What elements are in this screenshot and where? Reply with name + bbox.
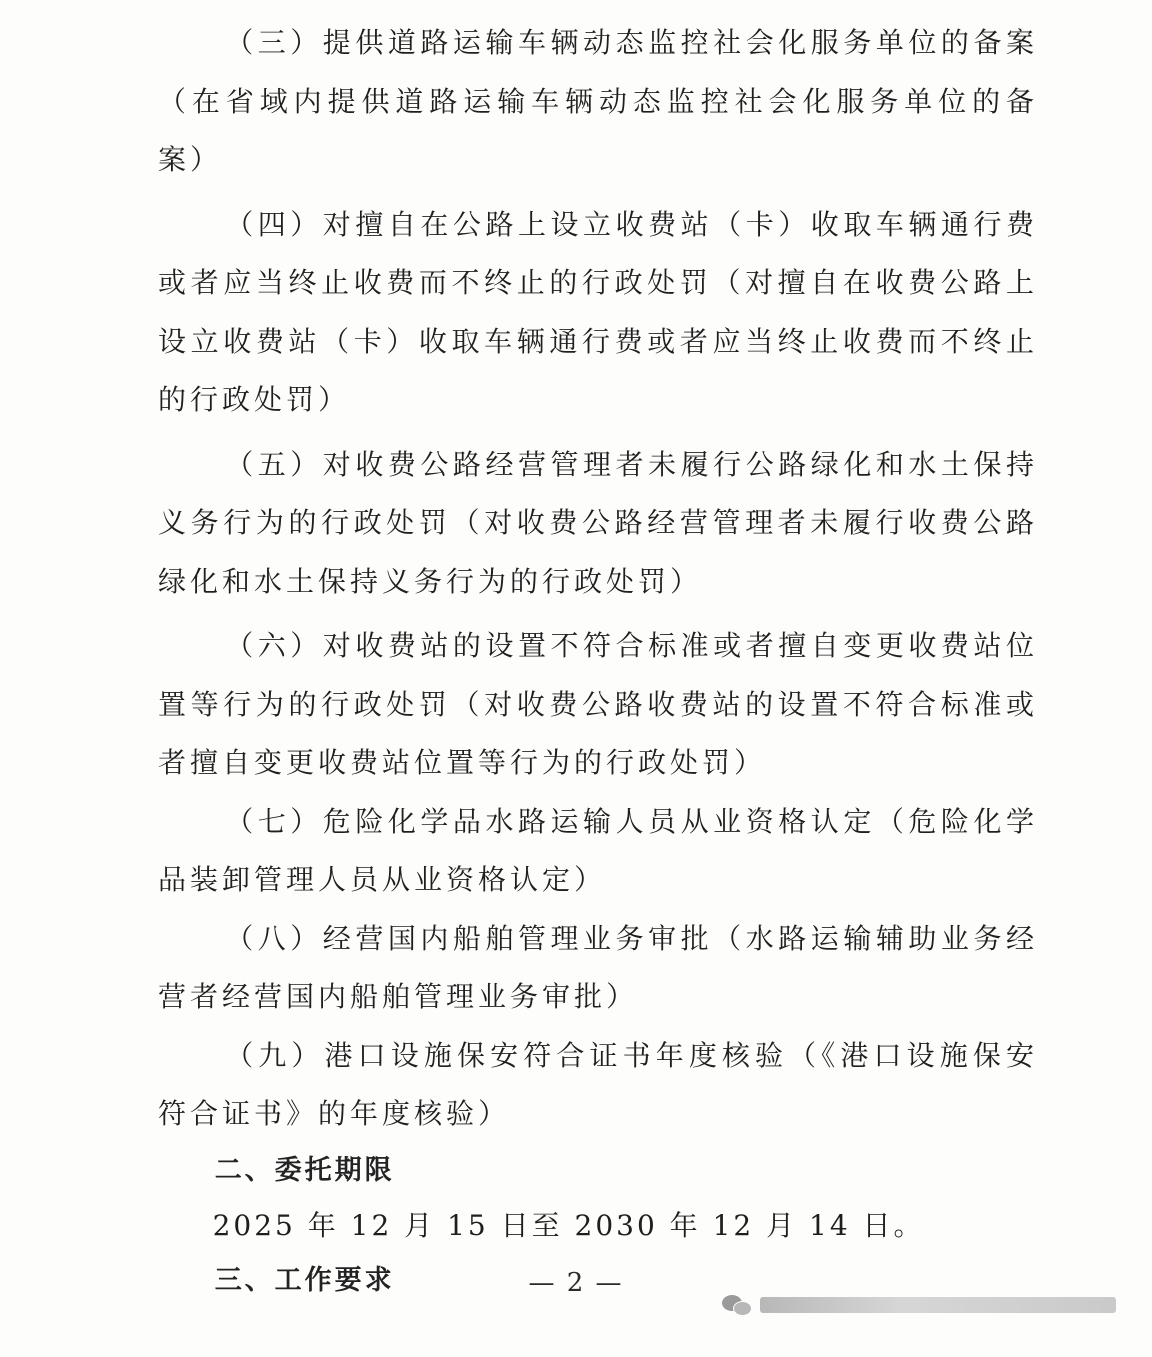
item-six: （六）对收费站的设置不符合标准或者擅自变更收费站位置等行为的行政处罚（对收费公路收费站的设置不符合标准或者擅自变更收费站位置等行为的行政处罚） (158, 629, 1038, 779)
section-three-heading: 三、工作要求 (214, 1264, 395, 1296)
entrustment-period-text: 2025 年 12 月 15 日至 2030 年 12 月 14 日。 (212, 1208, 925, 1242)
watermark (722, 1288, 1122, 1322)
page-number: — 2 — (528, 1268, 624, 1298)
item-five: （五）对收费公路经营管理者未履行公路绿化和水土保持义务行为的行政处罚（对收费公路经营管理者未履行收费公路绿化和水土保持义务行为的行政处罚） (158, 447, 1038, 598)
wechat-icon (722, 1293, 752, 1317)
item-four: （四）对擅自在公路上设立收费站（卡）收取车辆通行费或者应当终止收费而不终止的行政处罚（对擅自在收费公路上设立收费站（卡）收取车辆通行费或者应当终止收费而不终止的行政处罚） (158, 207, 1038, 416)
section-two-heading: 二、委托期限 (214, 1154, 395, 1186)
item-seven: （七）危险化学品水路运输人员从业资格认定（危险化学品装卸管理人员从业资格认定） (158, 804, 1038, 896)
item-nine: （九）港口设施保安符合证书年度核验（《港口设施保安符合证书》的年度核验） (158, 1038, 1038, 1130)
document-body (158, 14, 1038, 1308)
item-three: （三）提供道路运输车辆动态监控社会化服务单位的备案（在省域内提供道路运输车辆动态监控社会化服务单位的备案） (158, 26, 1038, 176)
watermark-blur (760, 1297, 1116, 1313)
item-eight: （八）经营国内船舶管理业务审批（水路运输辅助业务经营者经营国内船舶管理业务审批） (158, 921, 1038, 1013)
